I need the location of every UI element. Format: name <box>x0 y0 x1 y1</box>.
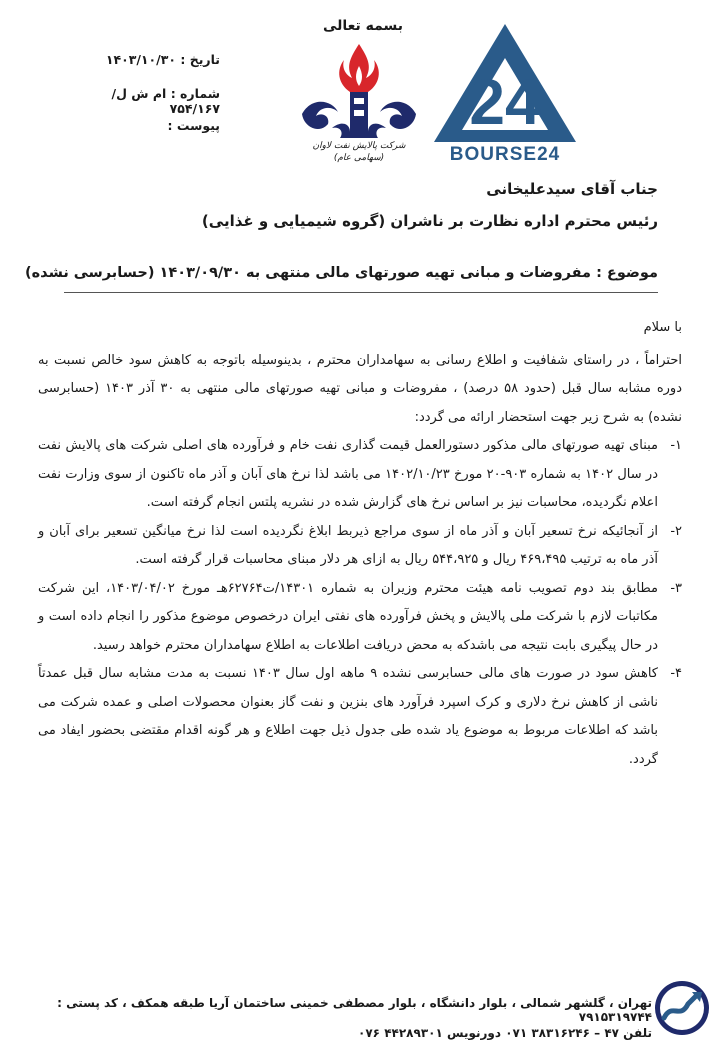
footer-address: تهران ، گلشهر شمالی ، بلوار دانشگاه ، بلوار مصطفی خمینی ساختمان آریا طبقه همکف ، کد پستی : ۷۹۱۵۳۱۹۷۴۴ <box>57 996 652 1024</box>
number-label: شماره : <box>170 86 220 101</box>
date-value: ۱۴۰۳/۱۰/۳۰ <box>105 52 176 67</box>
list-item-number: ۲- <box>670 523 682 539</box>
refinery-caption-type: (سهامی عام) <box>333 153 385 163</box>
footer-phone: تلفن ۴۷ – ۳۸۳۱۶۲۴۶ ۰۷۱ دورنویس ۴۴۲۸۹۳۰۱ ۰۷۶ <box>358 1026 652 1040</box>
list-item-number: ۱- <box>670 438 682 453</box>
subject-underline <box>64 292 658 293</box>
trend-chart-icon <box>652 978 712 1038</box>
list-item <box>38 518 682 575</box>
refinery-caption <box>300 140 418 164</box>
bismillah-heading: بسمه تعالی <box>322 18 404 34</box>
list-item-text: کاهش سود در صورت های مالی حسابرسی نشده ۹ ماهه اول سال ۱۴۰۳ نسبت به مدت مشابه سال قبل عمدتاً ناشی از کاهش نرخ دلاری و کرک اسپرد فرآورد های بنزین و نفت گاز بعنوان محصولات اصلی و عمده شرکت می باشد که اطلاعات مربوط به موضوع یاد شده طی جدول ذیل جهت اطلاع و هر گونه اقدام مقتضی بحضور ایفاد می گردد. <box>38 666 658 767</box>
number-value: ام ش ل/۷۵۴/۱۶۷ <box>111 86 220 116</box>
bourse24-wordmark: BOURSE24 <box>449 144 561 165</box>
letter-subject: موضوع : مفروضات و مبانی تهیه صورتهای مالی منتهی به ۱۴۰۳/۰۹/۳۰ (حسابرسی نشده) <box>25 265 658 281</box>
letter-body <box>38 314 682 774</box>
letter-attachment <box>70 118 220 133</box>
list-item-text: از آنجائیکه نرخ تسعیر آبان و آذر ماه از سوی مراجع ذیربط ابلاغ نگردیده است لذا نرخ میانگین تسعیر برای آبان و آذر ماه به ترتیب ۴۶۹،۴۹۵ ریال و ۵۴۴،۹۲۵ ریال به ازای هر دلار مبنای محاسبات قرار گرفته است. <box>38 523 658 567</box>
letter-date <box>70 52 220 67</box>
recipient-name: جناب آقای سیدعلیخانی <box>486 180 658 198</box>
list-item-number: ۳- <box>670 580 682 596</box>
list-item-number: ۴- <box>670 666 682 681</box>
recipient-title: رئیس محترم اداره نظارت بر ناشران (گروه شیمیایی و غذایی) <box>201 212 658 230</box>
attachment-label: پیوست : <box>167 118 220 133</box>
svg-text:24: 24 <box>469 66 541 138</box>
list-item <box>38 575 682 661</box>
greeting: با سلام <box>643 320 682 335</box>
date-label: تاریخ : <box>180 52 220 67</box>
list-item-text: مطابق بند دوم تصویب نامه هیئت محترم وزیران به شماره ۱۴۳۰۱/ت۶۲۷۶۴هـ مورخ ۱۴۰۳/۰۴/۰۲، این شرکت مکاتبات لازم با شرکت ملی پالایش و پخش فرآورده های نفتی ایران درخصوص موضوع مذکور را انجام داده است و در حال پیگیری بابت نتیجه می باشدکه به محض دریافت اطلاعات به اطلاع سهامداران محترم خواهد رسید. <box>38 580 659 653</box>
letter-number <box>70 86 220 116</box>
list-item <box>38 432 682 518</box>
list-item-text: مبنای تهیه صورتهای مالی مذکور دستورالعمل قیمت گذاری نفت خام و فرآورده های اصلی شرکت های پالایش نفت در سال ۱۴۰۲ به شماره ۹۰۳-۲۰ مورخ ۱۴۰۲/۱۰/۲۳ می باشد لذا نرخ های آبان و آذر ماه تاکنون از سوی وزارت نفت اعلام نگردیده، محاسبات نیز بر اساس نرخ های گزارش شده در نشریه پلتس انجام گرفته است. <box>38 438 658 510</box>
bourse24-logo <box>430 18 580 164</box>
list-item <box>38 660 682 774</box>
intro-paragraph: احتراماً ، در راستای شفافیت و اطلاع رسانی به سهامداران محترم ، بدینوسیله باتوجه به کاهش سود خالص نسبت به دوره مشابه سال قبل (حدود ۵۸ درصد) ، مفروضات و مبانی تهیه صورتهای مالی منتهی به ۳۰ آذر ۱۴۰۳ (حسابرسی نشده) به شرح زیر جهت استحضار ارائه می گردد: <box>38 352 682 425</box>
refinery-caption-name: شرکت پالایش نفت لاوان <box>312 141 406 151</box>
